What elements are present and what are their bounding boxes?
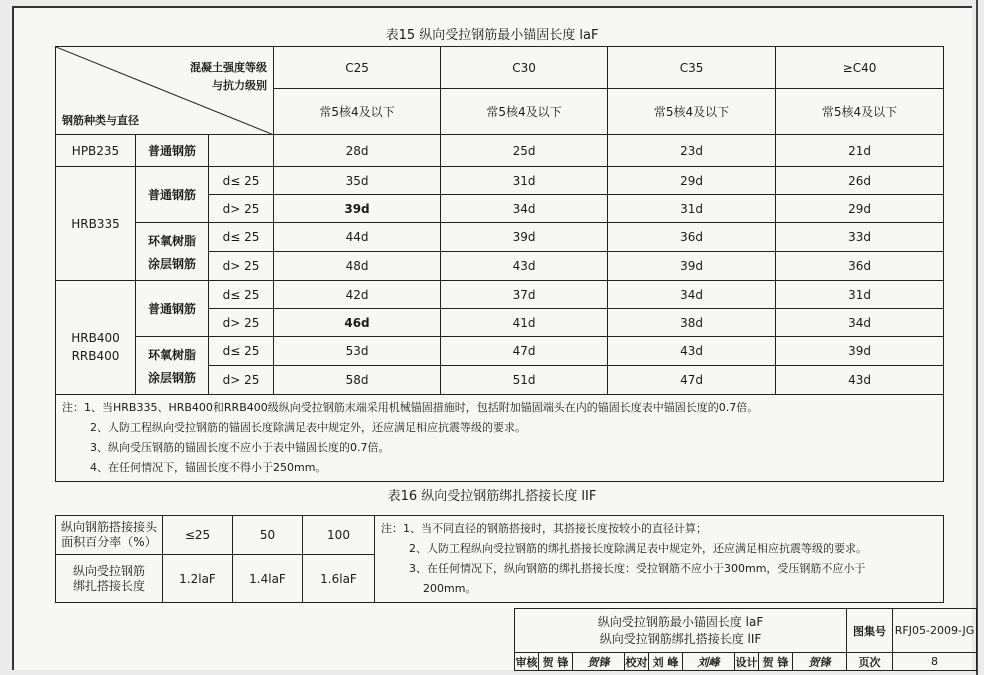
rebar-type: HRB335	[56, 167, 136, 281]
table-cell: 1.6laF	[303, 555, 375, 603]
page-number: 8	[893, 653, 977, 671]
level-c35: 常5核4及以下	[608, 89, 776, 135]
lap-length-table	[55, 515, 944, 603]
atlas-label: 图集号	[847, 609, 893, 653]
table-cell: 28d	[274, 135, 441, 167]
table-cell: 1.4laF	[233, 555, 303, 603]
table-cell: 33d	[776, 223, 944, 252]
rebar-type-line-1: HRB400	[71, 330, 120, 345]
diameter-cell: d≤ 25	[209, 223, 274, 252]
table-cell: 31d	[441, 167, 608, 195]
table-cell: 31d	[608, 195, 776, 223]
diameter-cell: d≤ 25	[209, 337, 274, 366]
table-cell: 21d	[776, 135, 944, 167]
row-label: 纵向受拉钢筋 绑扎搭接长度	[56, 555, 163, 603]
check-signature: 刘峰	[683, 653, 735, 671]
table-cell: 58d	[274, 366, 441, 395]
table-cell: 50	[233, 516, 303, 555]
anchorage-length-table	[55, 46, 944, 482]
table-cell: ≤25	[163, 516, 233, 555]
rebar-subtype: 普通钢筋	[136, 135, 209, 167]
note-line: 3、纵向受压钢筋的锚固长度不应小于表中锚固长度的0.7倍。	[90, 441, 390, 454]
header-grade-label: 混凝土强度等级 与抗力级别	[190, 61, 268, 92]
level-c30: 常5核4及以下	[441, 89, 608, 135]
table-cell: 34d	[776, 309, 944, 337]
table15-title: 表15 纵向受拉钢筋最小锚固长度 laF	[385, 28, 599, 43]
rebar-subtype: 普通钢筋	[136, 167, 209, 223]
grade-c40: ≥C40	[776, 47, 944, 89]
level-c25: 常5核4及以下	[274, 89, 441, 135]
note-line: 3、在任何情况下，纵向钢筋的绑扎搭接长度：受拉钢筋不应小于300mm，受压钢筋不应小于	[409, 562, 866, 575]
table-cell: 36d	[776, 252, 944, 281]
row-label: 纵向钢筋搭接接头 面积百分率（%）	[56, 516, 163, 555]
rebar-subtype: 普通钢筋	[136, 281, 209, 337]
rebar-type: HPB235	[56, 135, 136, 167]
table-cell: 36d	[608, 223, 776, 252]
header-rebar-label: 钢筋种类与直径	[62, 114, 139, 127]
subtype-line-2: 涂层钢筋	[147, 370, 196, 385]
table-cell: 37d	[441, 281, 608, 309]
note-line: 4、在任何情况下，锚固长度不得小于250mm。	[90, 461, 327, 474]
subtype-line-1: 环氧树脂	[147, 233, 196, 248]
diagonal-header-cell	[56, 47, 274, 135]
table-cell: 26d	[776, 167, 944, 195]
diameter-cell: d> 25	[209, 252, 274, 281]
diameter-cell: d> 25	[209, 309, 274, 337]
drawing-title-line-2: 纵向受拉钢筋绑扎搭接长度 lIF	[599, 631, 762, 646]
sheet-edge	[976, 0, 978, 675]
table-cell: 43d	[608, 337, 776, 366]
table-cell: 41d	[441, 309, 608, 337]
table-cell: 48d	[274, 252, 441, 281]
diameter-cell: d> 25	[209, 195, 274, 223]
level-c40: 常5核4及以下	[776, 89, 944, 135]
table-cell: 47d	[608, 366, 776, 395]
table16-notes	[375, 516, 944, 603]
subtype-line-1: 环氧树脂	[147, 347, 196, 362]
table-cell: 25d	[441, 135, 608, 167]
grade-c25: C25	[274, 47, 441, 89]
subtype-line-2: 涂层钢筋	[147, 256, 196, 271]
note-line: 200mm。	[423, 582, 477, 595]
table-cell: 42d	[274, 281, 441, 309]
rebar-subtype	[136, 223, 209, 281]
table-cell: 51d	[441, 366, 608, 395]
table-cell: 38d	[608, 309, 776, 337]
note-line: 注：1、当HRB335、HRB400和RRB400级纵向受拉钢筋末端采用机械锚固措施时，包括附加锚固端头在内的锚固长度表中锚固长度的0.7倍。	[62, 401, 759, 414]
table-cell: 39d	[274, 195, 441, 223]
check-label: 校对	[625, 653, 649, 671]
table-cell: 29d	[608, 167, 776, 195]
table-cell: 47d	[441, 337, 608, 366]
table-cell: 1.2laF	[163, 555, 233, 603]
review-signature: 贺锋	[573, 653, 625, 671]
design-name: 贺 锋	[759, 653, 793, 671]
rebar-type	[56, 281, 136, 395]
table-cell: 44d	[274, 223, 441, 252]
table-cell: 35d	[274, 167, 441, 195]
empty-cell	[209, 135, 274, 167]
title-block	[514, 608, 977, 671]
design-label: 设计	[735, 653, 759, 671]
drawing-title	[515, 609, 847, 653]
note-line: 注：1、当不同直径的钢筋搭接时，其搭接长度按较小的直径计算；	[381, 522, 707, 535]
table-cell: 43d	[776, 366, 944, 395]
grade-c30: C30	[441, 47, 608, 89]
note-line: 2、人防工程纵向受拉钢筋的绑扎搭接长度除满足表中规定外，还应满足相应抗震等级的要求。	[409, 542, 867, 555]
table-cell: 39d	[608, 252, 776, 281]
review-name: 贺 锋	[539, 653, 573, 671]
table-cell: 34d	[608, 281, 776, 309]
table-cell: 31d	[776, 281, 944, 309]
grade-c35: C35	[608, 47, 776, 89]
table-cell: 23d	[608, 135, 776, 167]
drawing-title-line-1: 纵向受拉钢筋最小锚固长度 laF	[597, 614, 764, 629]
table-cell: 43d	[441, 252, 608, 281]
rebar-type-line-2: RRB400	[71, 348, 120, 363]
table-cell: 39d	[441, 223, 608, 252]
table-cell: 29d	[776, 195, 944, 223]
diameter-cell: d≤ 25	[209, 281, 274, 309]
table16-title: 表16 纵向受拉钢筋绑扎搭接长度 lIF	[387, 489, 597, 504]
table-cell: 39d	[776, 337, 944, 366]
table-cell: 46d	[274, 309, 441, 337]
review-label: 审核	[515, 653, 539, 671]
page-label: 页次	[847, 653, 893, 671]
note-line: 2、人防工程纵向受拉钢筋的锚固长度除满足表中规定外，还应满足相应抗震等级的要求。	[90, 421, 526, 434]
table15-notes	[56, 395, 944, 482]
check-name: 刘 峰	[649, 653, 683, 671]
diameter-cell: d> 25	[209, 366, 274, 395]
atlas-number: RFJ05-2009-JG	[893, 609, 977, 653]
table-cell: 53d	[274, 337, 441, 366]
rebar-subtype	[136, 337, 209, 395]
table-cell: 34d	[441, 195, 608, 223]
design-signature: 贺锋	[793, 653, 847, 671]
diameter-cell: d≤ 25	[209, 167, 274, 195]
table-cell: 100	[303, 516, 375, 555]
